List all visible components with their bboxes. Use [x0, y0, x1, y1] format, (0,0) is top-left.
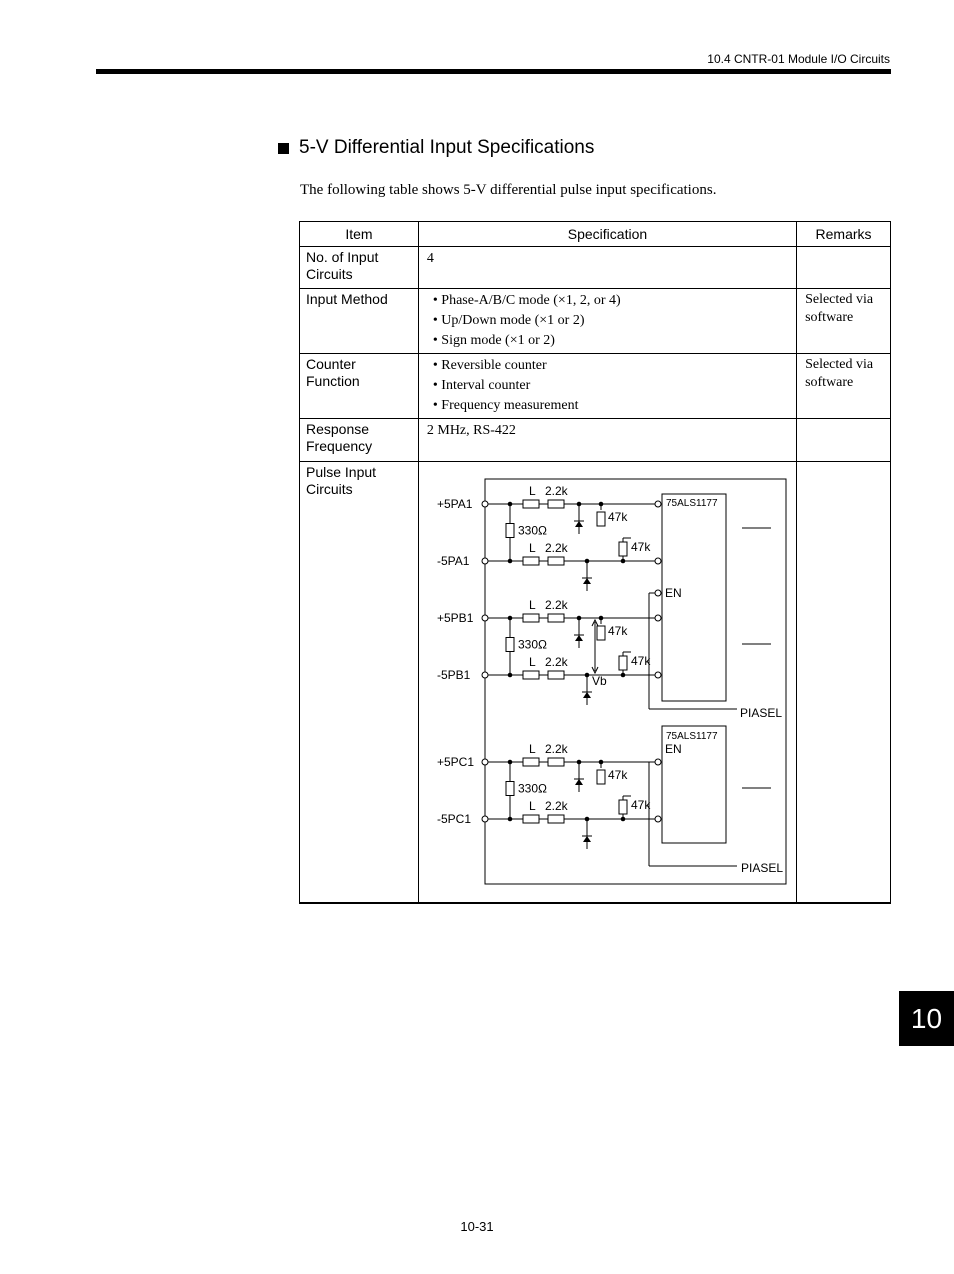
- pull-resistor-label: 47k: [607, 768, 628, 782]
- table-row: [300, 247, 891, 289]
- item-cell: Pulse Input Circuits: [300, 462, 419, 904]
- vb-label: Vb: [591, 674, 607, 688]
- inductor-label: L: [528, 598, 536, 612]
- diode-icon: [583, 692, 591, 698]
- termination-resistor-label: 330Ω: [517, 523, 547, 538]
- resistor: [597, 512, 605, 526]
- series-resistor: [548, 614, 564, 622]
- table-row: [300, 462, 891, 904]
- item-cell: Input Method: [300, 289, 419, 354]
- ic-name: 75ALS1177: [665, 498, 718, 509]
- remarks-cell: Selected via software: [797, 354, 891, 419]
- diode-icon: [575, 635, 583, 641]
- diode-icon: [583, 836, 591, 842]
- resistor: [506, 638, 514, 652]
- series-resistor: [523, 758, 539, 766]
- column-header-spec: Specification: [418, 222, 796, 247]
- inductor-label: L: [528, 655, 536, 669]
- terminal-label: +5PB1: [436, 611, 474, 625]
- terminal-label: -5PC1: [436, 812, 471, 826]
- spec-list: [427, 356, 788, 416]
- list-item: • Frequency measurement: [433, 396, 788, 416]
- inductor-label: L: [528, 742, 536, 756]
- resistor: [619, 656, 627, 670]
- terminal-circle: [482, 615, 488, 621]
- series-resistor: [548, 671, 564, 679]
- circuit-cell: [418, 462, 796, 904]
- terminal-circle: [482, 816, 488, 822]
- diode-icon: [583, 578, 591, 584]
- series-resistor-label: 2.2k: [544, 742, 568, 756]
- spec-cell: [418, 289, 796, 354]
- termination-resistor-label: 330Ω: [517, 781, 547, 796]
- spec-cell: 2 MHz, RS-422: [418, 419, 796, 462]
- table-row: [300, 354, 891, 419]
- terminal-circle: [655, 672, 661, 678]
- spec-cell: [418, 354, 796, 419]
- terminal-circle: [655, 558, 661, 564]
- terminal-label: -5PA1: [436, 554, 470, 568]
- list-item: • Phase-A/B/C mode (×1, 2, or 4): [433, 291, 788, 311]
- terminal-circle: [482, 672, 488, 678]
- column-header-item: Item: [300, 222, 419, 247]
- resistor: [619, 542, 627, 556]
- item-cell: No. of Input Circuits: [300, 247, 419, 289]
- series-resistor: [523, 557, 539, 565]
- series-resistor: [548, 557, 564, 565]
- pull-resistor-label: 47k: [607, 624, 628, 638]
- diode-icon: [575, 521, 583, 527]
- table-row: [300, 419, 891, 462]
- terminal-circle: [655, 615, 661, 621]
- item-cell: Response Frequency: [300, 419, 419, 462]
- terminal-label: -5PB1: [436, 668, 471, 682]
- spec-list: [427, 291, 788, 351]
- pull-resistor-label: 47k: [630, 654, 651, 668]
- intro-paragraph: The following table shows 5-V differential pulse input specifications.: [300, 182, 717, 198]
- header-rule: [96, 69, 891, 74]
- series-resistor: [523, 815, 539, 823]
- inductor-label: L: [528, 484, 536, 498]
- terminal-label: +5PA1: [436, 497, 473, 511]
- series-resistor: [523, 500, 539, 508]
- pull-resistor-label: 47k: [607, 510, 628, 524]
- piasel-label: PIASEL: [740, 861, 783, 875]
- table-header-row: [300, 222, 891, 247]
- resistor: [597, 626, 605, 640]
- series-resistor-label: 2.2k: [544, 484, 568, 498]
- remarks-cell: [797, 247, 891, 289]
- terminal-circle: [655, 816, 661, 822]
- terminal-circle: [482, 759, 488, 765]
- resistor: [597, 770, 605, 784]
- list-item: • Sign mode (×1 or 2): [433, 331, 788, 351]
- chapter-tab: 10: [899, 991, 954, 1046]
- terminal-circle: [482, 501, 488, 507]
- item-cell: Counter Function: [300, 354, 419, 419]
- remarks-cell: [797, 462, 891, 904]
- page-number: 10-31: [460, 1219, 494, 1234]
- termination-resistor-label: 330Ω: [517, 637, 547, 652]
- spec-table: [299, 221, 891, 904]
- series-resistor: [523, 614, 539, 622]
- inductor-label: L: [528, 799, 536, 813]
- series-resistor: [548, 758, 564, 766]
- ic-name: 75ALS1177: [665, 731, 718, 742]
- remarks-cell: Selected via software: [797, 289, 891, 354]
- piasel-label: PIASEL: [739, 706, 782, 720]
- list-item: • Up/Down mode (×1 or 2): [433, 311, 788, 331]
- running-header: 10.4 CNTR-01 Module I/O Circuits: [707, 52, 890, 66]
- column-header-remarks: Remarks: [797, 222, 891, 247]
- inductor-label: L: [528, 541, 536, 555]
- series-resistor-label: 2.2k: [544, 598, 568, 612]
- section-heading: [278, 137, 594, 159]
- series-resistor-label: 2.2k: [544, 655, 568, 669]
- pulse-input-circuit-diagram: [419, 462, 798, 902]
- series-resistor-label: 2.2k: [544, 541, 568, 555]
- list-item: • Interval counter: [433, 376, 788, 396]
- pull-resistor-label: 47k: [630, 798, 651, 812]
- series-resistor: [548, 815, 564, 823]
- diode-icon: [575, 779, 583, 785]
- terminal-circle: [482, 558, 488, 564]
- spec-cell: 4: [418, 247, 796, 289]
- resistor: [506, 782, 514, 796]
- resistor: [619, 800, 627, 814]
- terminal-circle: [655, 759, 661, 765]
- series-resistor: [523, 671, 539, 679]
- series-resistor: [548, 500, 564, 508]
- terminal-circle: [655, 501, 661, 507]
- enable-label: EN: [664, 586, 682, 600]
- section-title: 5-V Differential Input Specifications: [299, 137, 595, 158]
- series-resistor-label: 2.2k: [544, 799, 568, 813]
- terminal-circle: [655, 590, 661, 596]
- remarks-cell: [797, 419, 891, 462]
- pull-resistor-label: 47k: [630, 540, 651, 554]
- enable-label: EN: [664, 742, 682, 756]
- terminal-label: +5PC1: [436, 755, 474, 769]
- list-item: • Reversible counter: [433, 356, 788, 376]
- table-row: [300, 289, 891, 354]
- square-bullet-icon: [278, 143, 289, 154]
- resistor: [506, 524, 514, 538]
